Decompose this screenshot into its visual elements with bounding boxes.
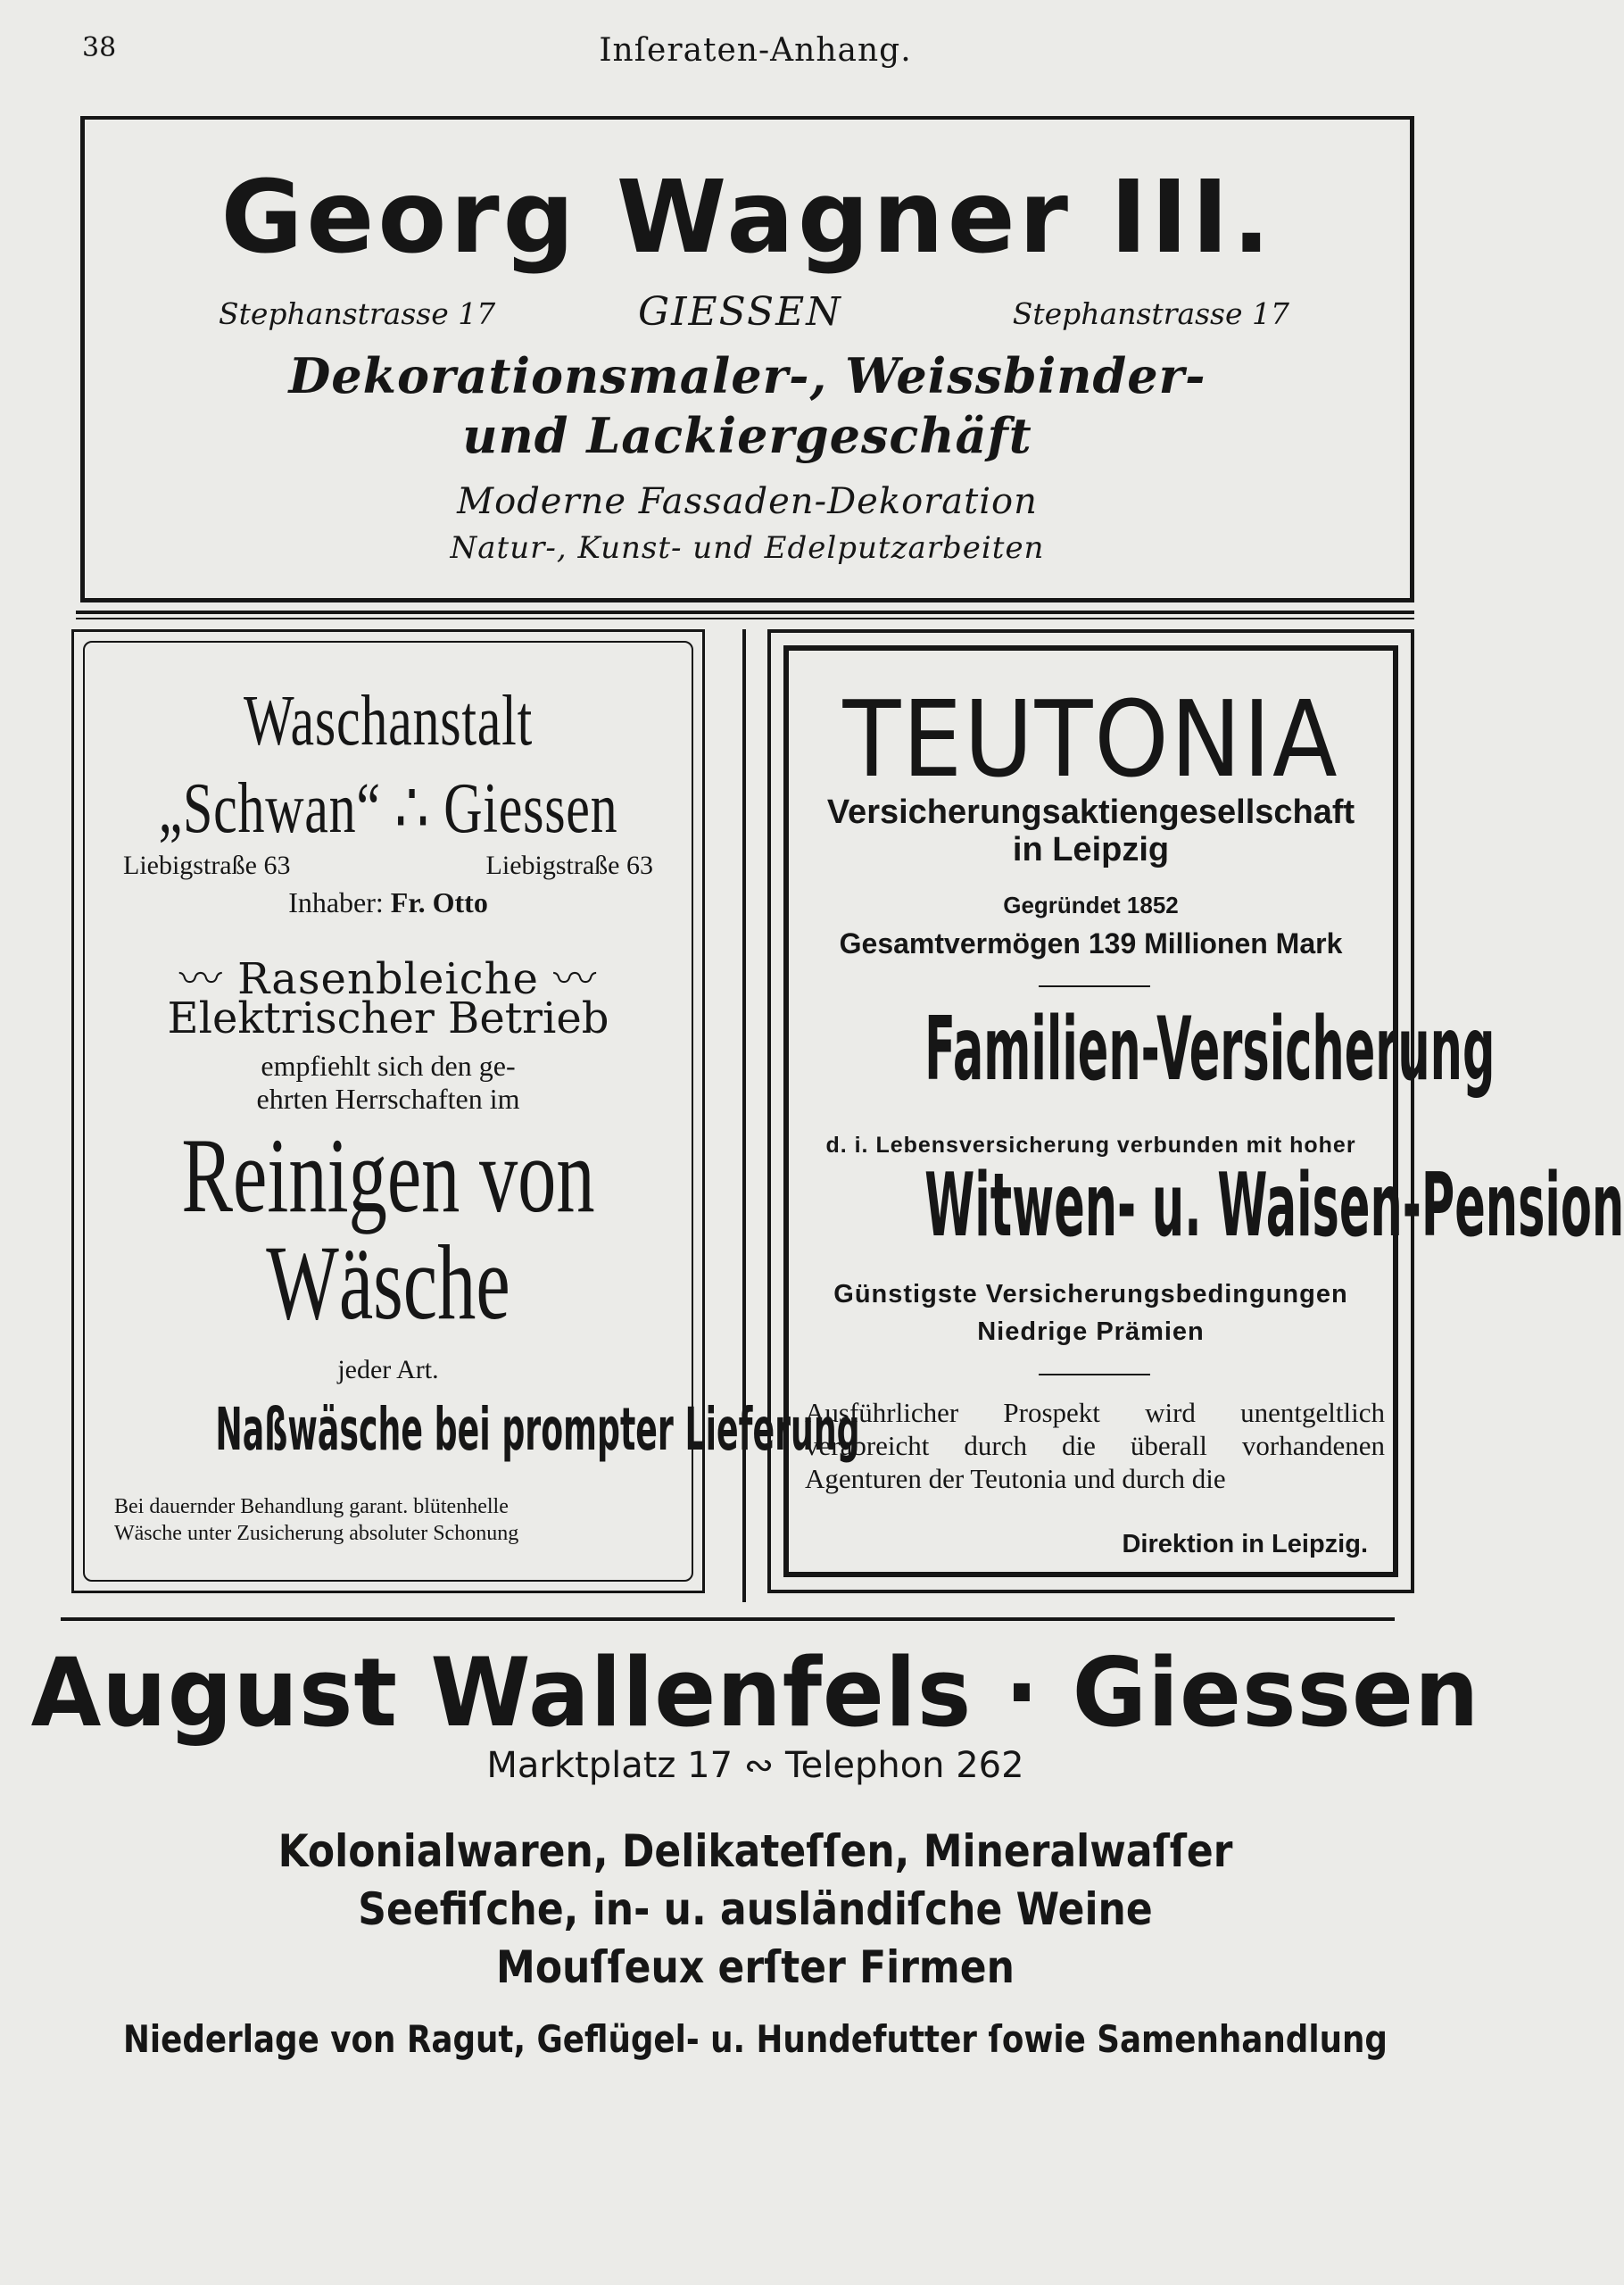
fineprint-1: Bei dauernder Behandlung garant. blütenhelle xyxy=(114,1495,509,1518)
assets-line: Gesamtvermögen 139 Millionen Mark xyxy=(839,927,1343,960)
goods-line-4: Niederlage von Ragut, Geflügel- u. Hundefutter ſowie Samenhandlung xyxy=(123,2017,1388,2061)
founded-line: Gegründet 1852 xyxy=(1003,892,1179,918)
sub-line-2: Natur-, Kunst- und Edelputzarbeiten xyxy=(450,530,1045,566)
goods-line-3: Mouſſeux erſter Firmen xyxy=(496,1941,1015,1993)
conditions-line-1: Günstigste Versicherungsbedingungen xyxy=(833,1280,1348,1309)
ad-title: Georg Wagner III. xyxy=(220,160,1274,276)
business-name: „Schwan“ ∴ Giessen xyxy=(158,769,618,848)
prospect-paragraph: Ausführlicher Prospekt wird unentgeltlich verabreicht durch die überall vorhandenen Agenturen der Teutonia und durch die xyxy=(805,1397,1385,1494)
divider-rule xyxy=(1039,1374,1150,1375)
service-elektrisch: Elektrischer Betrieb xyxy=(167,993,609,1043)
goods-line-2: Seefiſche, in- u. ausländiſche Weine xyxy=(358,1883,1153,1935)
owner-line xyxy=(74,886,702,919)
column-divider xyxy=(742,629,746,1602)
service-rasenbleiche: 〰 Rasenbleiche 〰 xyxy=(178,954,598,1004)
ornament-left-icon: 〰 xyxy=(178,954,238,1004)
ornament-right-icon: 〰 xyxy=(538,954,598,1004)
city: GIESSEN xyxy=(638,289,842,335)
ad-georg-wagner xyxy=(80,116,1414,602)
headline-waesche: Wäsche xyxy=(266,1223,510,1342)
address-row xyxy=(219,289,1289,334)
headline-witwen: Witwen- u. Waisen-Pension xyxy=(924,1155,1624,1257)
recommend-line-1: empfiehlt sich den ge- xyxy=(261,1050,516,1082)
divider-rule xyxy=(76,611,1414,614)
nasswaesche-line: Naßwäsche bei prompter Lieferung xyxy=(215,1395,860,1464)
signature: Direktion in Leipzig. xyxy=(1122,1530,1368,1558)
owner-name: Fr. Otto xyxy=(390,886,488,918)
owner-label: Inhaber: xyxy=(288,886,384,918)
jeder-art: jeder Art. xyxy=(337,1355,439,1384)
running-head: Inſeraten-Anhang. xyxy=(599,32,912,69)
headline-reinigen: Reinigen von xyxy=(181,1116,595,1234)
conditions-line-2: Niedrige Prämien xyxy=(977,1317,1205,1346)
ad-title: August Wallenfels · Giessen xyxy=(30,1638,1480,1748)
page-number: 38 xyxy=(82,32,117,63)
ad-teutonia xyxy=(767,629,1624,1593)
page-header xyxy=(0,27,1511,80)
goods-line-1: Kolonialwaren, Delikateſſen, Mineralwaſſer xyxy=(278,1825,1233,1877)
fineprint-2: Wäsche unter Zusicherung absoluter Schonung xyxy=(114,1522,519,1545)
trade-line-1: Dekorationsmaler-, Weissbinder- xyxy=(288,347,1206,404)
divider-rule xyxy=(76,618,1414,619)
address-left: Stephanstrasse 17 xyxy=(219,296,496,331)
divider-rule xyxy=(1039,985,1150,987)
headline-familien: Familien-Versicherung xyxy=(924,999,1496,1101)
recommend-line-2: ehrten Herrschaften im xyxy=(256,1083,520,1115)
ad-title: TEUTONIA xyxy=(842,677,1339,801)
address-line: Marktplatz 17 ∾ Telephon 262 xyxy=(486,1745,1024,1786)
trade-line-2: und Lackiergeschäft xyxy=(462,407,1032,464)
sub-line-1: Moderne Fassaden-Dekoration xyxy=(457,481,1038,522)
explain-line: d. i. Lebensversicherung verbunden mit hoher xyxy=(825,1133,1356,1158)
ad-waschanstalt-schwan xyxy=(71,629,860,1593)
company-type: Versicherungsaktiengesellschaft xyxy=(826,794,1355,831)
ad-title: Waschanstalt xyxy=(243,682,534,760)
address-left: Liebigstraße 63 xyxy=(123,851,291,880)
address-right: Stephanstrasse 17 xyxy=(1012,296,1289,331)
company-city: in Leipzig xyxy=(1012,831,1170,868)
ad-august-wallenfels xyxy=(0,1620,1511,2120)
address-right: Liebigstraße 63 xyxy=(485,851,653,880)
